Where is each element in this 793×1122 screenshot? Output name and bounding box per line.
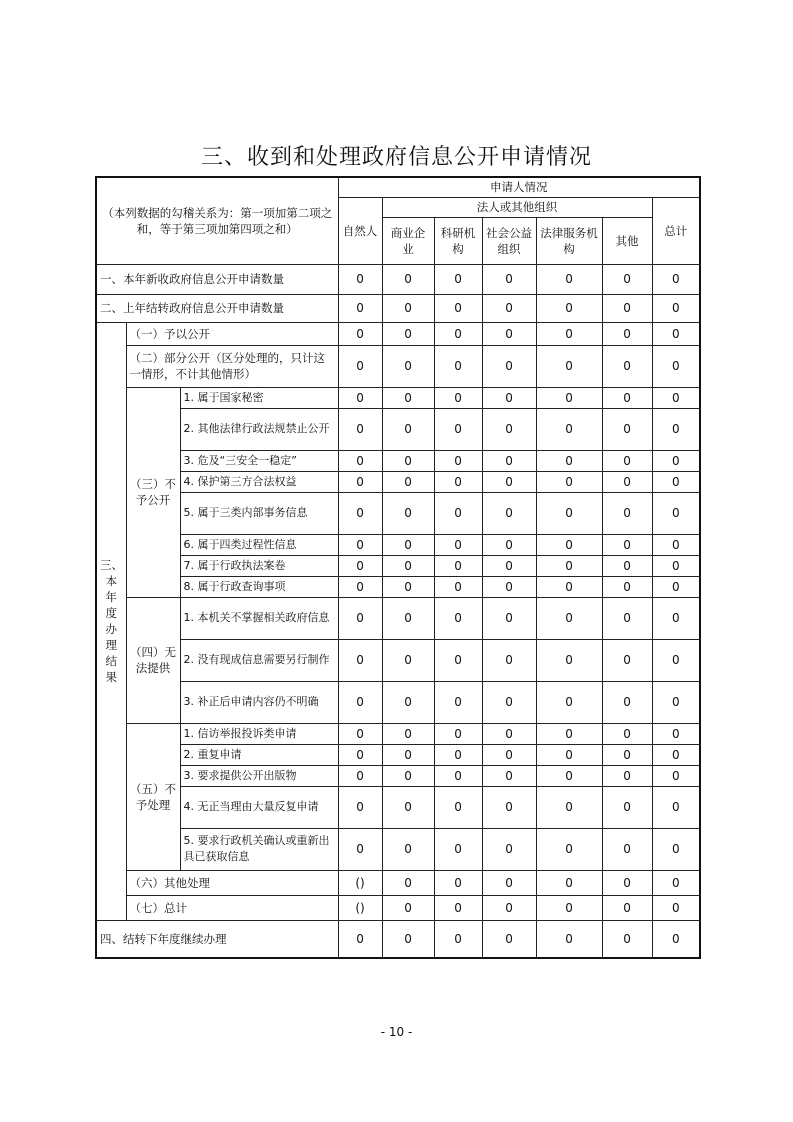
value-cell: 0	[382, 576, 434, 597]
value-cell: 0	[382, 471, 434, 492]
value-cell: 0	[434, 322, 482, 345]
header-total: 总计	[652, 197, 700, 264]
value-cell: 0	[652, 870, 700, 895]
value-cell: 0	[482, 639, 536, 681]
row-label: （一）予以公开	[126, 322, 338, 345]
value-cell: 0	[338, 786, 382, 828]
value-cell: 0	[652, 294, 700, 322]
row-label: 3. 补正后申请内容仍不明确	[180, 681, 338, 723]
row-label: （六）其他处理	[126, 870, 338, 895]
value-cell: 0	[602, 597, 652, 639]
row-label: 2. 没有现成信息需要另行制作	[180, 639, 338, 681]
value-cell: 0	[536, 828, 602, 870]
value-cell: 0	[482, 264, 536, 294]
value-cell: 0	[482, 294, 536, 322]
value-cell: 0	[382, 828, 434, 870]
value-cell: 0	[434, 920, 482, 958]
row-label: 7. 属于行政执法案卷	[180, 555, 338, 576]
value-cell: 0	[536, 597, 602, 639]
value-cell: 0	[602, 786, 652, 828]
value-cell: 0	[434, 450, 482, 471]
value-cell: 0	[652, 576, 700, 597]
value-cell: 0	[652, 264, 700, 294]
header-other: 其他	[602, 217, 652, 264]
value-cell: 0	[434, 639, 482, 681]
value-cell: 0	[434, 294, 482, 322]
value-cell: 0	[482, 322, 536, 345]
value-cell: 0	[652, 828, 700, 870]
value-cell: 0	[434, 765, 482, 786]
table-row	[96, 534, 700, 555]
value-cell: ()	[338, 870, 382, 895]
value-cell: 0	[382, 723, 434, 744]
value-cell: 0	[434, 723, 482, 744]
row-label: 5. 属于三类内部事务信息	[180, 492, 338, 534]
value-cell: 0	[602, 744, 652, 765]
value-cell: 0	[338, 387, 382, 408]
value-cell: 0	[434, 870, 482, 895]
value-cell: 0	[382, 345, 434, 387]
row-label: 2. 重复申请	[180, 744, 338, 765]
value-cell: 0	[602, 408, 652, 450]
value-cell: 0	[482, 597, 536, 639]
value-cell: 0	[338, 294, 382, 322]
value-cell: 0	[536, 576, 602, 597]
table-row	[96, 492, 700, 534]
value-cell: 0	[482, 345, 536, 387]
value-cell: 0	[536, 294, 602, 322]
value-cell: 0	[536, 492, 602, 534]
value-cell: 0	[482, 895, 536, 920]
value-cell: 0	[602, 576, 652, 597]
table-row	[96, 870, 700, 895]
row-label: 一、本年新收政府信息公开申请数量	[96, 264, 338, 294]
row-label: 二、上年结转政府信息公开申请数量	[96, 294, 338, 322]
value-cell: 0	[382, 895, 434, 920]
table-row	[96, 345, 700, 387]
header-legal-person: 法人或其他组织	[382, 197, 652, 217]
value-cell: 0	[536, 639, 602, 681]
value-cell: 0	[602, 345, 652, 387]
value-cell: 0	[652, 681, 700, 723]
table-row	[96, 471, 700, 492]
value-cell: 0	[382, 765, 434, 786]
value-cell: 0	[482, 786, 536, 828]
table-row	[96, 555, 700, 576]
table-row	[96, 450, 700, 471]
row-label: 四、结转下年度继续办理	[96, 920, 338, 958]
value-cell: 0	[338, 471, 382, 492]
table-row	[96, 681, 700, 723]
value-cell: 0	[382, 450, 434, 471]
value-cell: 0	[382, 870, 434, 895]
value-cell: 0	[382, 555, 434, 576]
value-cell: 0	[536, 786, 602, 828]
row-label: 1. 属于国家秘密	[180, 387, 338, 408]
header-applicant: 申请人情况	[338, 177, 700, 197]
value-cell: 0	[652, 408, 700, 450]
header-research: 科研机构	[434, 217, 482, 264]
value-cell: 0	[652, 639, 700, 681]
value-cell: 0	[382, 534, 434, 555]
value-cell: 0	[482, 920, 536, 958]
row-label: 1. 信访举报投诉类申请	[180, 723, 338, 744]
value-cell: 0	[434, 597, 482, 639]
value-cell: 0	[434, 471, 482, 492]
table-row	[96, 828, 700, 870]
value-cell: 0	[536, 264, 602, 294]
value-cell: 0	[338, 723, 382, 744]
header-legal-service: 法律服务机构	[536, 217, 602, 264]
value-cell: 0	[434, 681, 482, 723]
value-cell: 0	[602, 895, 652, 920]
value-cell: 0	[434, 345, 482, 387]
value-cell: 0	[382, 294, 434, 322]
value-cell: 0	[482, 408, 536, 450]
value-cell: 0	[434, 264, 482, 294]
value-cell: 0	[602, 681, 652, 723]
value-cell: 0	[602, 870, 652, 895]
value-cell: 0	[536, 387, 602, 408]
value-cell: 0	[482, 534, 536, 555]
value-cell: 0	[602, 555, 652, 576]
value-cell: 0	[338, 555, 382, 576]
value-cell: 0	[338, 322, 382, 345]
table-row	[96, 723, 700, 744]
page-title: 三、收到和处理政府信息公开申请情况	[200, 145, 592, 170]
table-row	[96, 895, 700, 920]
header-commercial: 商业企业	[382, 217, 434, 264]
value-cell: 0	[482, 744, 536, 765]
value-cell: 0	[434, 576, 482, 597]
row-label: （二）部分公开（区分处理的，只计这一情形，不计其他情形）	[126, 345, 338, 387]
value-cell: 0	[482, 471, 536, 492]
value-cell: 0	[652, 534, 700, 555]
value-cell: 0	[482, 870, 536, 895]
table-row	[96, 408, 700, 450]
table-row	[96, 639, 700, 681]
value-cell: 0	[338, 408, 382, 450]
value-cell: 0	[536, 471, 602, 492]
value-cell: 0	[652, 450, 700, 471]
table-row	[96, 264, 700, 294]
value-cell: 0	[338, 264, 382, 294]
value-cell: 0	[434, 408, 482, 450]
table-row	[96, 765, 700, 786]
value-cell: 0	[482, 765, 536, 786]
value-cell: 0	[602, 322, 652, 345]
row-label: 3. 要求提供公开出版物	[180, 765, 338, 786]
row-label: （七）总计	[126, 895, 338, 920]
value-cell: 0	[382, 408, 434, 450]
value-cell: 0	[434, 492, 482, 534]
value-cell: 0	[482, 828, 536, 870]
value-cell: 0	[434, 895, 482, 920]
value-cell: 0	[382, 264, 434, 294]
value-cell: 0	[482, 492, 536, 534]
value-cell: 0	[338, 920, 382, 958]
value-cell: 0	[382, 387, 434, 408]
value-cell: 0	[338, 597, 382, 639]
row-label: 6. 属于四类过程性信息	[180, 534, 338, 555]
value-cell: 0	[382, 744, 434, 765]
table-row	[96, 576, 700, 597]
value-cell: 0	[382, 639, 434, 681]
row-label: 8. 属于行政查询事项	[180, 576, 338, 597]
row-label: 2. 其他法律行政法规禁止公开	[180, 408, 338, 450]
value-cell: 0	[382, 920, 434, 958]
value-cell: 0	[536, 408, 602, 450]
value-cell: 0	[652, 920, 700, 958]
table-row	[96, 597, 700, 639]
value-cell: 0	[338, 534, 382, 555]
value-cell: 0	[482, 681, 536, 723]
value-cell: 0	[652, 765, 700, 786]
value-cell: 0	[536, 534, 602, 555]
value-cell: 0	[602, 765, 652, 786]
table-row	[96, 920, 700, 958]
value-cell: 0	[652, 492, 700, 534]
value-cell: 0	[434, 828, 482, 870]
value-cell: 0	[382, 492, 434, 534]
value-cell: 0	[338, 345, 382, 387]
value-cell: 0	[602, 723, 652, 744]
value-cell: 0	[602, 471, 652, 492]
value-cell: 0	[338, 492, 382, 534]
value-cell: 0	[482, 555, 536, 576]
value-cell: 0	[338, 576, 382, 597]
value-cell: 0	[338, 639, 382, 681]
value-cell: 0	[536, 765, 602, 786]
value-cell: 0	[602, 920, 652, 958]
value-cell: 0	[602, 639, 652, 681]
table-row	[96, 294, 700, 322]
value-cell: 0	[382, 681, 434, 723]
value-cell: 0	[602, 534, 652, 555]
value-cell: 0	[652, 345, 700, 387]
value-cell: 0	[536, 555, 602, 576]
value-cell: 0	[482, 450, 536, 471]
value-cell: 0	[382, 597, 434, 639]
value-cell: ()	[338, 895, 382, 920]
value-cell: 0	[338, 744, 382, 765]
value-cell: 0	[338, 681, 382, 723]
value-cell: 0	[536, 744, 602, 765]
value-cell: 0	[536, 870, 602, 895]
value-cell: 0	[434, 387, 482, 408]
value-cell: 0	[434, 786, 482, 828]
application-table	[95, 176, 701, 959]
value-cell: 0	[602, 387, 652, 408]
value-cell: 0	[382, 322, 434, 345]
row-label: 5. 要求行政机关确认或重新出具已获取信息	[180, 828, 338, 870]
value-cell: 0	[434, 555, 482, 576]
header-natural-person: 自然人	[338, 197, 382, 264]
table-row	[96, 786, 700, 828]
value-cell: 0	[536, 681, 602, 723]
group-year-result: 三、本年度办理结果	[96, 322, 126, 920]
value-cell: 0	[602, 294, 652, 322]
table-row	[96, 322, 700, 345]
value-cell: 0	[434, 534, 482, 555]
value-cell: 0	[434, 744, 482, 765]
value-cell: 0	[338, 765, 382, 786]
value-cell: 0	[652, 744, 700, 765]
value-cell: 0	[652, 597, 700, 639]
table-row	[96, 387, 700, 408]
group-not-processed: （五）不予处理	[126, 723, 180, 870]
value-cell: 0	[652, 471, 700, 492]
value-cell: 0	[536, 920, 602, 958]
row-label: 4. 无正当理由大量反复申请	[180, 786, 338, 828]
row-label: 4. 保护第三方合法权益	[180, 471, 338, 492]
value-cell: 0	[652, 322, 700, 345]
group-unable-to-provide: （四）无法提供	[126, 597, 180, 723]
value-cell: 0	[652, 895, 700, 920]
value-cell: 0	[536, 895, 602, 920]
group-not-disclosed: （三）不予公开	[126, 387, 180, 597]
value-cell: 0	[536, 450, 602, 471]
value-cell: 0	[536, 723, 602, 744]
row-label: 1. 本机关不掌握相关政府信息	[180, 597, 338, 639]
table-row	[96, 744, 700, 765]
row-label: 3. 危及“三安全一稳定”	[180, 450, 338, 471]
value-cell: 0	[652, 555, 700, 576]
value-cell: 0	[382, 786, 434, 828]
value-cell: 0	[652, 786, 700, 828]
value-cell: 0	[338, 828, 382, 870]
value-cell: 0	[602, 492, 652, 534]
value-cell: 0	[482, 387, 536, 408]
value-cell: 0	[602, 450, 652, 471]
page-number: - 10 -	[380, 1025, 413, 1039]
value-cell: 0	[536, 345, 602, 387]
value-cell: 0	[652, 723, 700, 744]
value-cell: 0	[602, 264, 652, 294]
value-cell: 0	[482, 576, 536, 597]
header-social: 社会公益组织	[482, 217, 536, 264]
value-cell: 0	[536, 322, 602, 345]
value-cell: 0	[482, 723, 536, 744]
value-cell: 0	[338, 450, 382, 471]
table-note: （本列数据的勾稽关系为：第一项加第二项之和，等于第三项加第四项之和）	[96, 177, 338, 264]
value-cell: 0	[652, 387, 700, 408]
value-cell: 0	[602, 828, 652, 870]
